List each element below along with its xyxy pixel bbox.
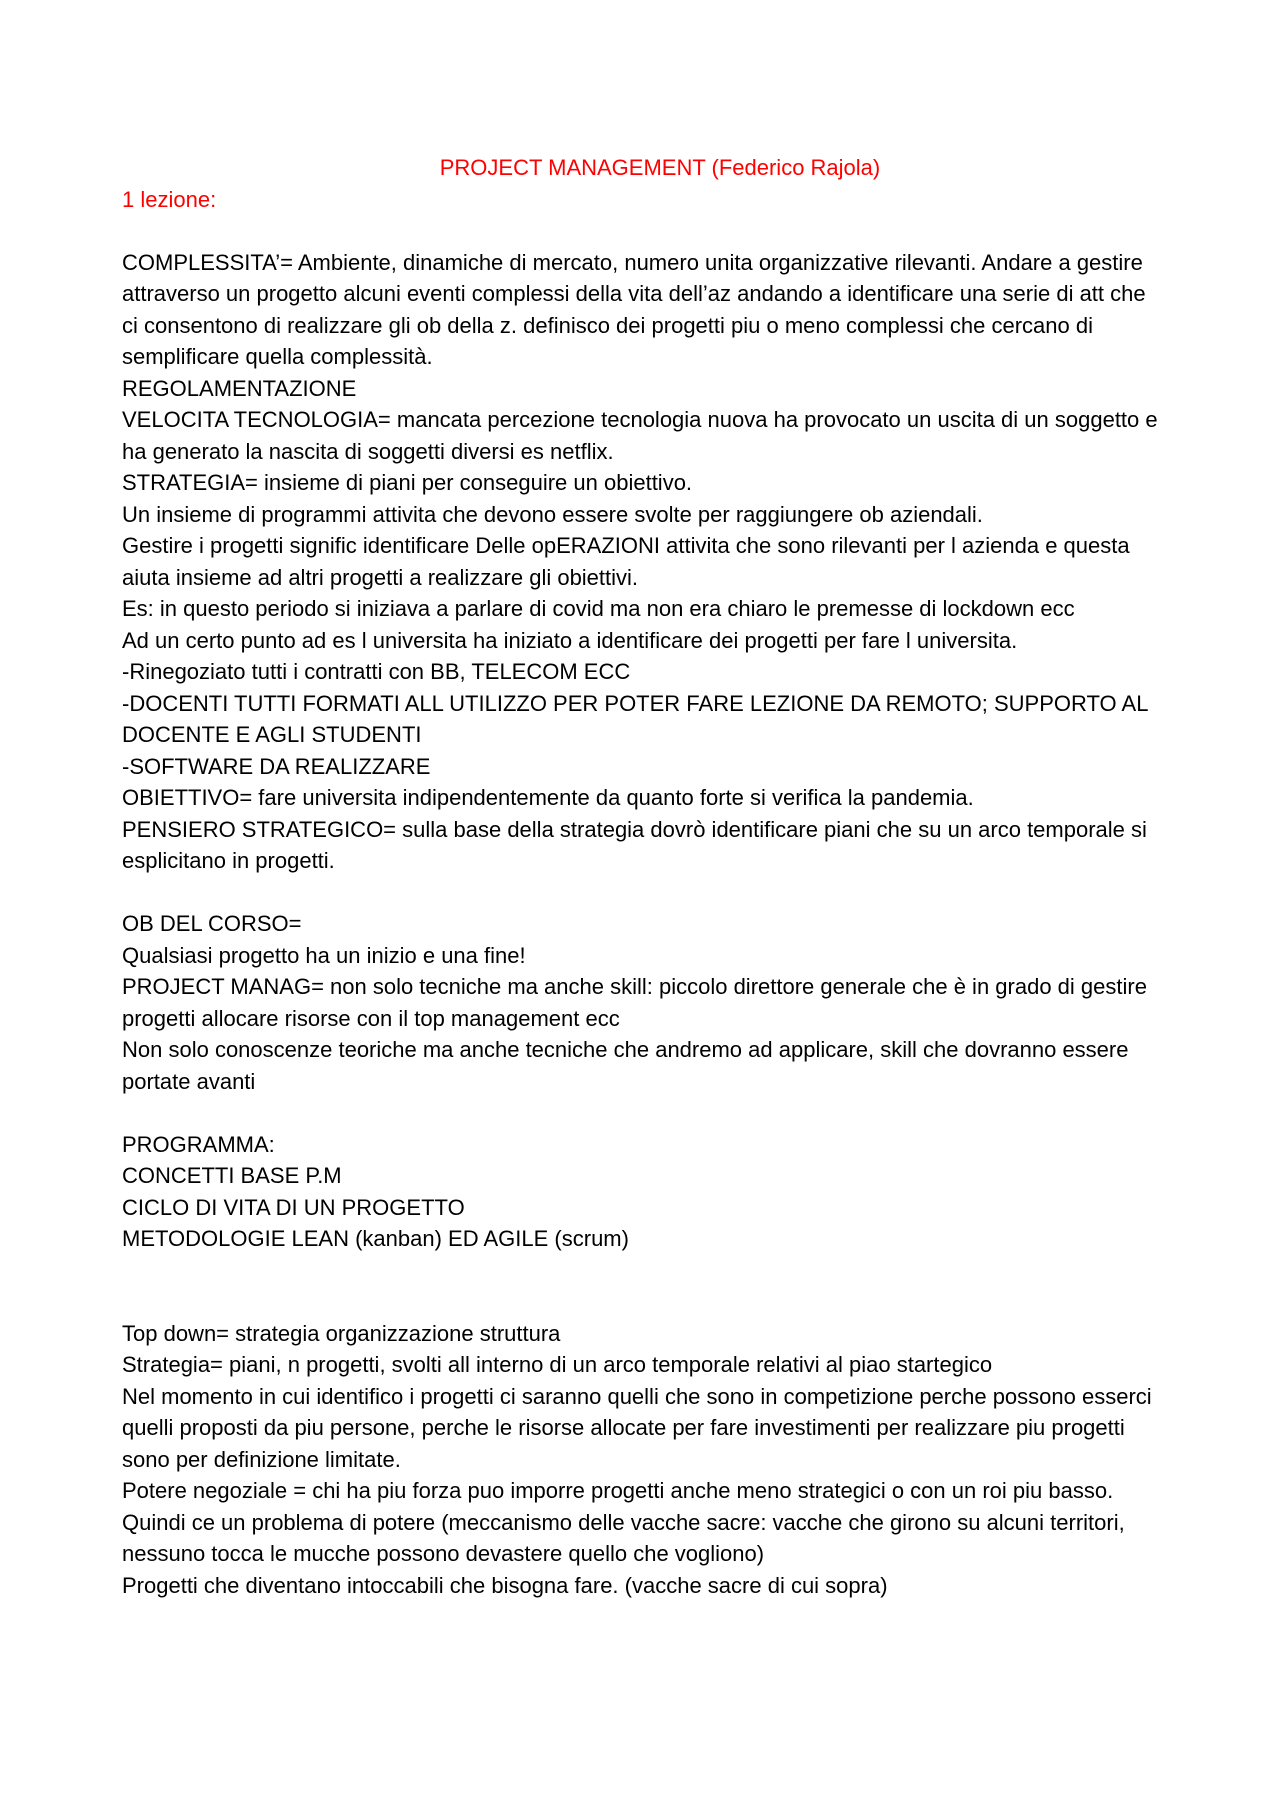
section-programma <box>122 1129 1162 1255</box>
paragraph-strategia: STRATEGIA= insieme di piani per conseguire un obiettivo. <box>122 470 693 495</box>
paragraph-regolamentazione: REGOLAMENTAZIONE <box>122 375 357 401</box>
paragraph-intoccabili: Progetti che diventano intoccabili che bisogna fare. (vacche sacre di cui sopra) <box>122 1572 888 1598</box>
list-item-contratti: -Rinegoziato tutti i contratti con BB, TELECOM ECC <box>122 659 631 684</box>
paragraph-esempio-covid: Es: in questo periodo si iniziava a parlare di covid ma non era chiaro le premesse di lockdown ecc <box>122 596 1075 621</box>
programma-item: METODOLOGIE LEAN (kanban) ED AGILE (scrum) <box>122 1226 629 1251</box>
paragraph-competizione: Nel momento in cui identifico i progetti ci saranno quelli che sono in competizione perche possono esserci quelli proposti da piu persone, perche le risorse allocate per fare investimenti per realizzare piu progetti sono per definizione limitate. <box>122 1383 1152 1472</box>
paragraph-complessita: COMPLESSITA’= Ambiente, dinamiche di mercato, numero unita organizzative rilevanti. Andare a gestire attraverso un progetto alcuni eventi complessi della vita dell’az andando a identificare una serie di att che ci consentono di realizzare gli ob della z. definisco dei progetti piu o meno complessi che cercano di semplificare quella complessità. <box>122 249 1146 369</box>
paragraph-obiettivo: OBIETTIVO= fare universita indipendentemente da quanto forte si verifica la pandemia. <box>122 785 974 810</box>
paragraph-strategia-piani: Strategia= piani, n progetti, svolti all interno di un arco temporale relativi al piao startegico <box>122 1352 993 1377</box>
paragraph-potere-negoziale: Potere negoziale = chi ha piu forza puo imporre progetti anche meno strategici o con un roi piu basso. Quindi ce un problema di potere (meccanismo delle vacche sacre: vacche che girono su alcuni territori, nessuno tocca le mucche possono devastere quello che vogliono) <box>122 1478 1125 1566</box>
section-obiettivi-corso <box>122 908 1162 1097</box>
spacer <box>122 1097 1162 1129</box>
spacer <box>122 215 1162 247</box>
paragraph-gestire-progetti: Gestire i progetti signific identificare Delle opERAZIONI attivita che sono rilevanti per l azienda e questa aiuta insieme ad altri progetti a realizzare gli obiettivi. <box>122 533 1130 590</box>
paragraph-inizio-fine: Qualsiasi progetto ha un inizio e una fine! <box>122 942 526 968</box>
lesson-heading: 1 lezione: <box>122 186 217 212</box>
paragraph-project-manag: PROJECT MANAG= non solo tecniche ma anche skill: piccolo direttore generale che è in grado di gestire progetti allocare risorse con il top management ecc <box>122 974 1147 1031</box>
spacer <box>122 877 1162 909</box>
paragraph-pensiero-strategico: PENSIERO STRATEGICO= sulla base della strategia dovrò identificare piani che su un arco temporale si esplicitano in progetti. <box>122 816 1147 873</box>
list-item-docenti: -DOCENTI TUTTI FORMATI ALL UTILIZZO PER POTER FARE LEZIONE DA REMOTO; SUPPORTO AL DOCENTE E AGLI STUDENTI <box>122 690 1148 747</box>
section-intro <box>122 247 1162 877</box>
spacer <box>122 1255 1162 1318</box>
programma-item: CONCETTI BASE P.M <box>122 1163 342 1188</box>
paragraph-conoscenze: Non solo conoscenze teoriche ma anche tecniche che andremo ad applicare, skill che dovranno essere portate avanti <box>122 1037 1129 1094</box>
programma-item: CICLO DI VITA DI UN PROGETTO <box>122 1194 465 1220</box>
paragraph-velocita-tecnologia: VELOCITA TECNOLOGIA= mancata percezione tecnologia nuova ha provocato un uscita di un soggetto e ha generato la nascita di soggetti diversi es netflix. <box>122 407 1158 464</box>
document-title: PROJECT MANAGEMENT (Federico Rajola) <box>439 155 881 180</box>
paragraph-programmi: Un insieme di programmi attivita che devono essere svolte per raggiungere ob aziendali. <box>122 501 983 527</box>
programma-heading: PROGRAMMA: <box>122 1131 275 1157</box>
document-body <box>122 152 1162 1601</box>
paragraph-ob-corso: OB DEL CORSO= <box>122 911 302 936</box>
list-item-software: -SOFTWARE DA REALIZZARE <box>122 753 431 779</box>
paragraph-top-down: Top down= strategia organizzazione struttura <box>122 1320 561 1346</box>
paragraph-universita: Ad un certo punto ad es l universita ha iniziato a identificare dei progetti per fare l universita. <box>122 627 1018 653</box>
section-top-down <box>122 1318 1162 1602</box>
